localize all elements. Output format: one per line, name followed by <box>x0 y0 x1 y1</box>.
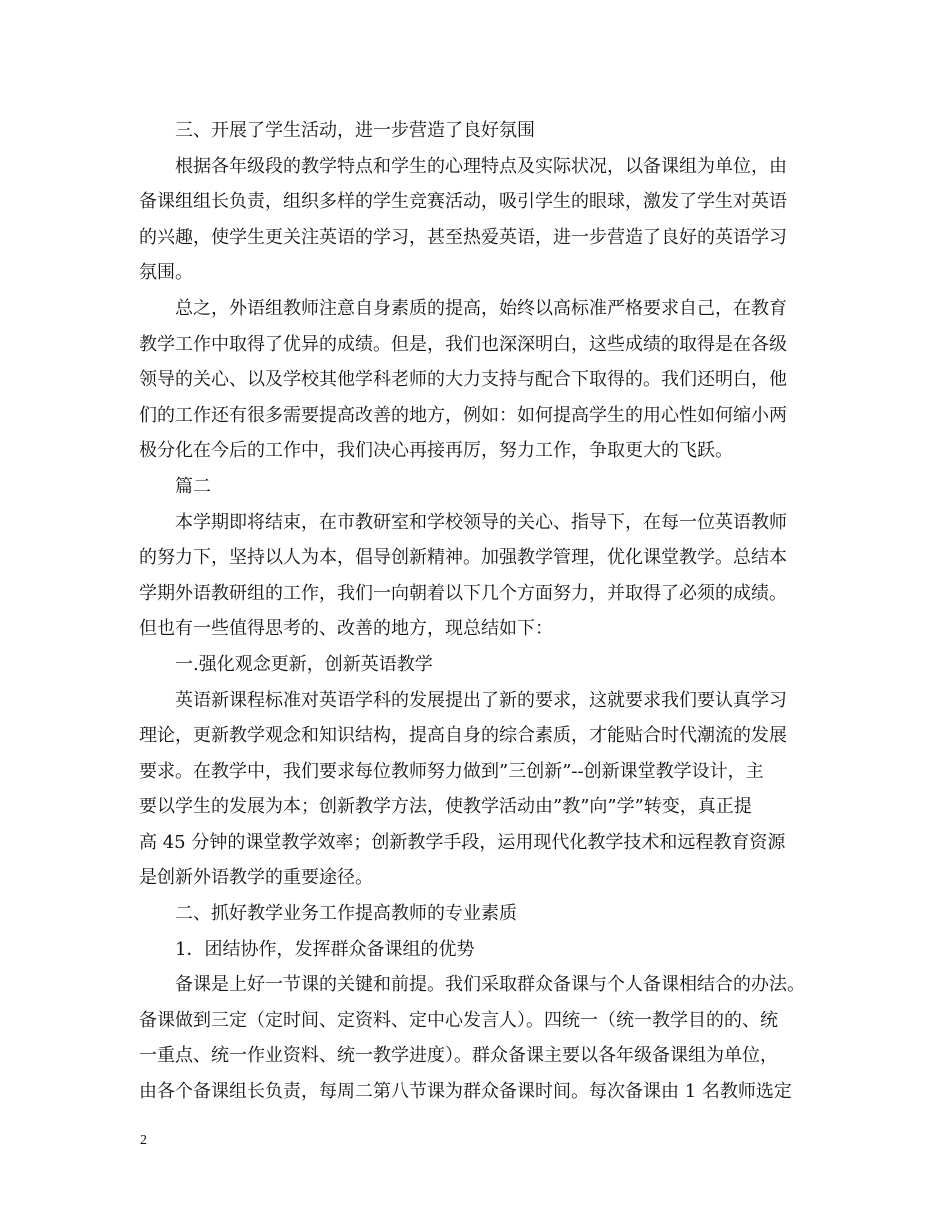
section-heading: 一.强化观念更新，创新英语教学 <box>139 653 433 675</box>
text-line: 一重点、统一作业资料、统一教学进度）。群众备课主要以各年级备课组为单位， <box>139 1045 778 1067</box>
text-line: 但也有一些值得思考的、改善的地方，现总结如下： <box>139 618 553 640</box>
text-line: 的兴趣，使学生更关注英语的学习，甚至热爱英语，进一步营造了良好的英语学习 <box>139 226 787 248</box>
text-line: 是创新外语教学的重要途径。 <box>139 867 373 889</box>
subsection-heading: 1．团结协作，发挥群众备课组的优势 <box>139 938 475 960</box>
page-number: 2 <box>140 1133 147 1148</box>
text-line: 根据各年级段的教学特点和学生的心理特点及实际状况，以备课组为单位，由 <box>139 155 787 177</box>
text-line: 氛围。 <box>139 262 193 284</box>
text-line: 备课做到三定（定时间、定资料、定中心发言人）。四统一（统一教学目的的、统 <box>139 1009 778 1031</box>
text-line: 们的工作还有很多需要提高改善的地方，例如：如何提高学生的用心性如何缩小两 <box>139 404 787 426</box>
text-line: 高 45 分钟的课堂教学效率；创新教学手段，运用现代化教学技术和远程教育资源 <box>139 831 786 853</box>
text-line: 由各个备课组长负责，每周二第八节课为群众备课时间。每次备课由 1 名教师选定 <box>139 1081 792 1103</box>
text-line: 总之，外语组教师注意自身素质的提高，始终以高标准严格要求自己，在教育 <box>139 297 787 319</box>
text-line: 理论，更新教学观念和知识结构，提高自身的综合素质，才能贴合时代潮流的发展 <box>139 725 787 747</box>
text-line: 英语新课程标准对英语学科的发展提出了新的要求，这就要求我们要认真学习 <box>139 689 787 711</box>
text-line: 极分化在今后的工作中，我们决心再接再厉，努力工作，争取更大的飞跃。 <box>139 440 733 462</box>
section-heading: 二、抓好教学业务工作提高教师的专业素质 <box>139 903 517 925</box>
text-line: 学期外语教研组的工作，我们一向朝着以下几个方面努力，并取得了必须的成绩。 <box>139 582 787 604</box>
text-line: 领导的关心、以及学校其他学科老师的大力支持与配合下取得的。我们还明白，他 <box>139 369 787 391</box>
text-line: 要求。在教学中，我们要求每位教师努力做到”三创新”--创新课堂教学设计，主 <box>139 760 764 782</box>
text-line: 备课组组长负责，组织多样的学生竞赛活动，吸引学生的眼球，激发了学生对英语 <box>139 191 787 213</box>
text-line: 的努力下，坚持以人为本，倡导创新精神。加强教学管理，优化课堂教学。总结本 <box>139 547 787 569</box>
section-heading: 篇二 <box>139 475 211 497</box>
text-line: 要以学生的发展为本；创新教学方法，使教学活动由”教”向”学”转变，真正提 <box>139 796 752 818</box>
text-line: 教学工作中取得了优异的成绩。但是，我们也深深明白，这些成绩的取得是在各级 <box>139 333 787 355</box>
text-line: 备课是上好一节课的关键和前提。我们采取群众备课与个人备课相结合的办法。 <box>139 974 805 996</box>
text-line: 三、开展了学生活动，进一步营造了良好氛围 <box>139 120 535 141</box>
text-line: 本学期即将结束，在市教研室和学校领导的关心、指导下，在每一位英语教师 <box>139 511 787 533</box>
document-body <box>139 113 814 1110</box>
